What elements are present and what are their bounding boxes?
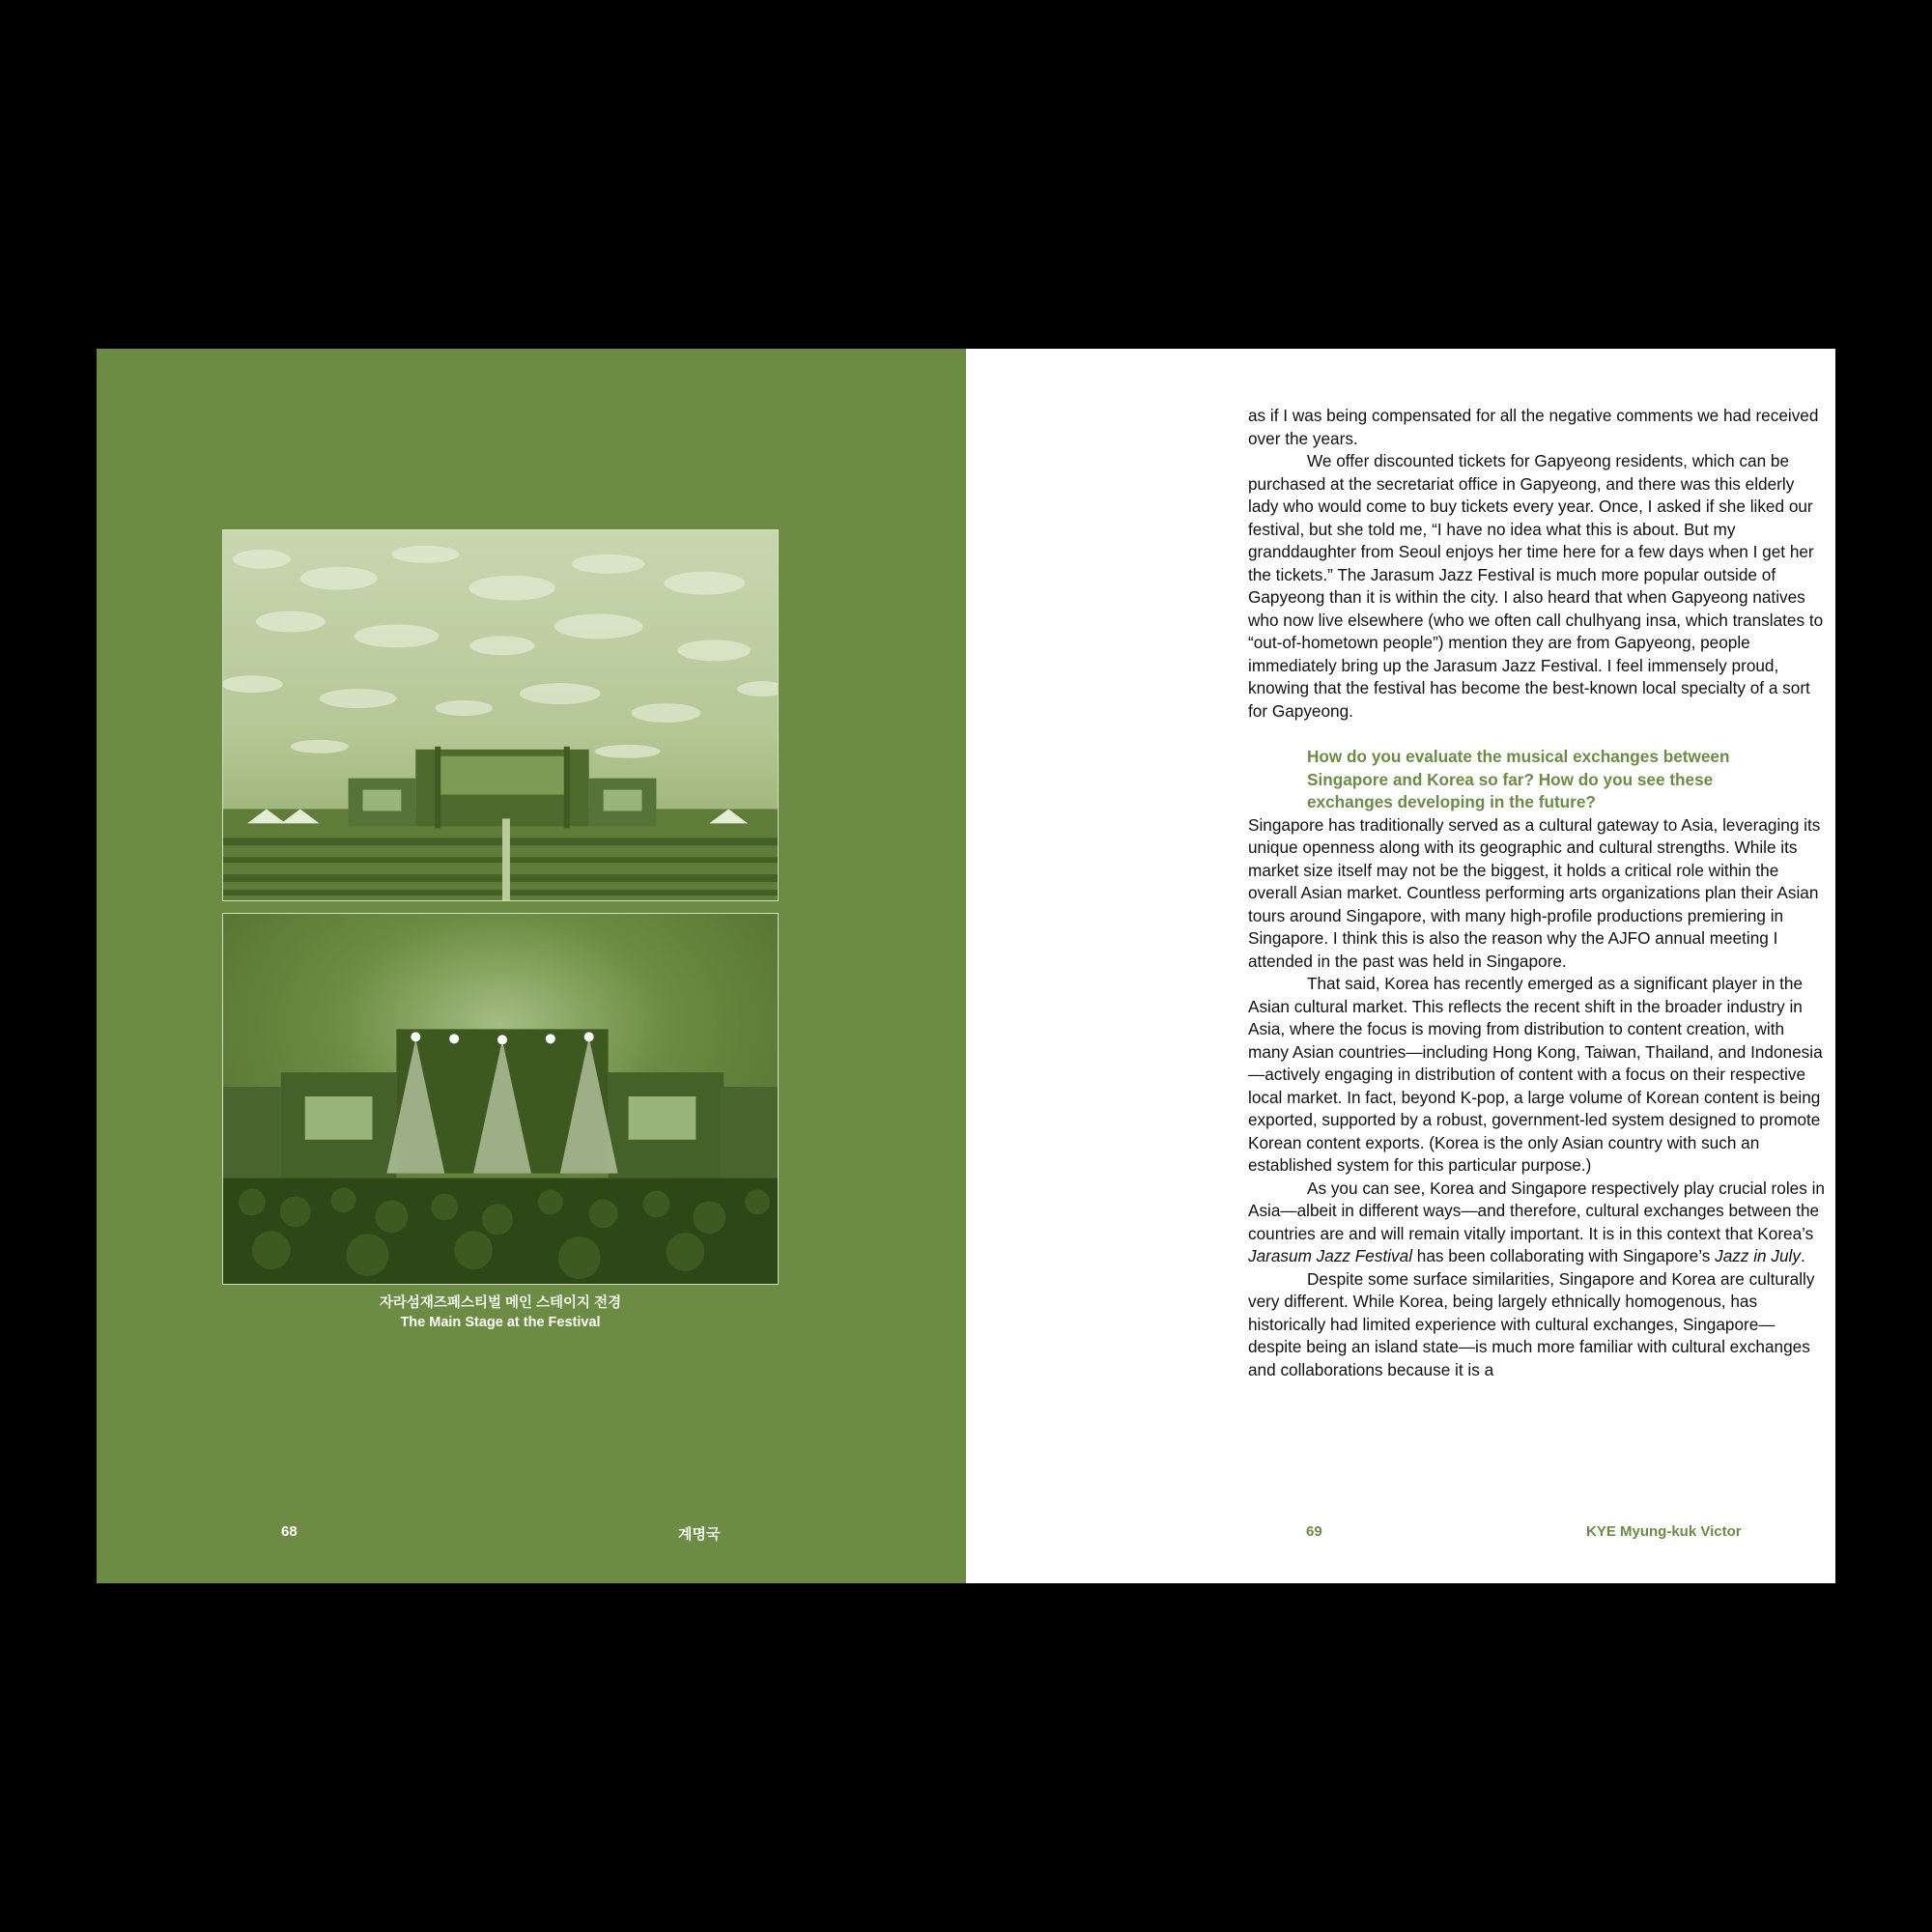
festival-night-photo — [222, 913, 779, 1285]
answer-3-text-middle: has been collaborating with Singapore’s — [1412, 1246, 1716, 1265]
answer-3-text-before: As you can see, Korea and Singapore respectively play crucial roles in Asia—albeit in different ways—and therefore, cultural exchanges between the countries are and will remain vitally important. It is in this context that Korea’s — [1248, 1178, 1825, 1243]
running-head-right: KYE Myung-kuk Victor — [1586, 1523, 1742, 1540]
interview-question: How do you evaluate the musical exchanges between Singapore and Korea so far? How do you see these exchanges developing in the future? — [1307, 747, 1730, 811]
running-head-left: 계명국 — [678, 1526, 721, 1543]
page-number-right: 69 — [1306, 1523, 1322, 1540]
festival-title-jarasum: Jarasum Jazz Festival — [1248, 1246, 1413, 1265]
right-page — [966, 349, 1835, 1583]
body-text — [1248, 405, 1828, 1381]
paragraph-continued: as if I was being compensated for all the negative comments we had received over the years. — [1248, 406, 1819, 448]
book-spread — [97, 349, 1835, 1583]
answer-paragraph-2: That said, Korea has recently emerged as a significant player in the Asian cultural market. This reflects the recent shift in the broader industry in Asia, where the focus is moving from distribution to content creation, with many Asian countries—including Hong Kong, Taiwan, Thailand, and Indonesia—actively engaging in distribution of content with a focus on their respective local market. In fact, beyond K-pop, a large volume of Korean content is being exported, supported by a robust, government-led system designed to promote Korean content exports. (Korea is the only Asian country with such an established system for this particular purpose.) — [1248, 974, 1823, 1175]
caption-english: The Main Stage at the Festival — [400, 1315, 601, 1330]
caption-korean: 자라섬재즈페스티벌 메인 스테이지 전경 — [379, 1295, 622, 1311]
festival-daytime-photo — [222, 529, 779, 901]
paragraph-tickets: We offer discounted tickets for Gapyeong residents, which can be purchased at the secretariat office in Gapyeong, and there was this elderly lady who would come to buy tickets every year. Once, I asked if she liked our festival, but she told me, “I have no idea what this is about. But my granddaughter from Seoul enjoys her time here for a few days when I get her the tickets.” The Jarasum Jazz Festival is much more popular outside of Gapyeong than it is within the city. I also heard that when Gapyeong natives who now live elsewhere (who we often call chulhyang insa, which translates to “out-of-hometown people”) mention they are from Gapyeong, people immediately bring up the Jarasum Jazz Festival. I feel immensely proud, knowing that the festival has become the best-known local specialty of a sort for Gapyeong. — [1248, 451, 1824, 721]
page-number-left: 68 — [281, 1523, 298, 1540]
answer-paragraph-1: Singapore has traditionally served as a cultural gateway to Asia, leveraging its unique openness along with its geographic and cultural strengths. While its market size itself may not be the biggest, it holds a critical role within the overall Asian market. Countless performing arts organizations plan their Asian tours around Singapore, with many high-profile productions premiering in Singapore. I think this is also the reason why the AJFO annual meeting I attended in the past was held in Singapore. — [1248, 814, 1821, 971]
festival-title-jazz-in-july: Jazz in July — [1715, 1246, 1801, 1265]
answer-3-text-after: . — [1800, 1246, 1805, 1265]
left-page — [97, 349, 966, 1583]
answer-paragraph-3 — [1248, 1178, 1828, 1268]
answer-paragraph-4: Despite some surface similarities, Singapore and Korea are culturally very different. While Korea, being largely ethnically homogenous, has historically had limited experience with cultural exchanges, Singapore—despite being an island state—is much more familiar with cultural exchanges and collaborations because it is a — [1248, 1268, 1815, 1379]
photo-caption — [222, 1293, 779, 1332]
